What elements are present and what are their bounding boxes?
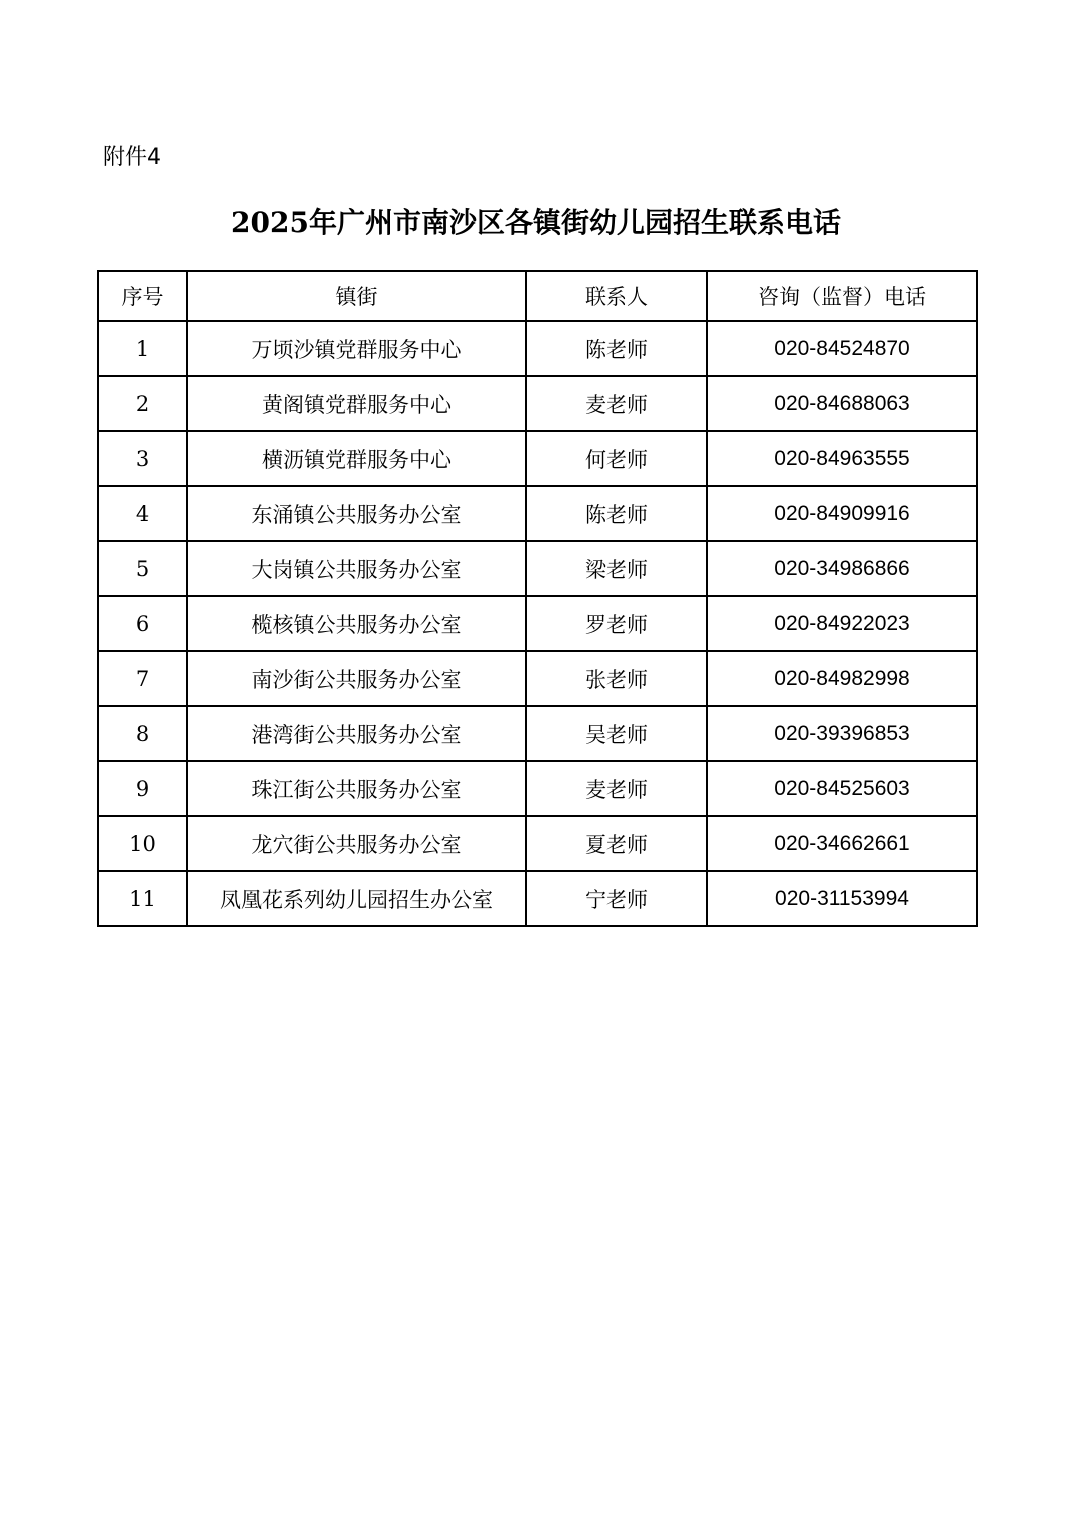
cell-phone: 020-34662661 [707,816,977,871]
cell-contact: 麦老师 [526,376,707,431]
cell-no: 2 [98,376,187,431]
table-row [98,321,977,376]
cell-contact: 陈老师 [526,321,707,376]
cell-town: 珠江街公共服务办公室 [187,761,526,816]
cell-town: 榄核镇公共服务办公室 [187,596,526,651]
table-row [98,376,977,431]
cell-no: 1 [98,321,187,376]
cell-no: 10 [98,816,187,871]
cell-town: 大岗镇公共服务办公室 [187,541,526,596]
cell-contact: 夏老师 [526,816,707,871]
cell-no: 4 [98,486,187,541]
cell-phone: 020-84688063 [707,376,977,431]
cell-phone: 020-34986866 [707,541,977,596]
table-row [98,651,977,706]
header-no: 序号 [98,271,187,321]
contact-table [97,270,978,927]
table-row [98,431,977,486]
table-row [98,486,977,541]
table-row [98,761,977,816]
cell-no: 3 [98,431,187,486]
cell-no: 11 [98,871,187,926]
cell-no: 7 [98,651,187,706]
cell-contact: 麦老师 [526,761,707,816]
table-row [98,541,977,596]
table-row [98,706,977,761]
cell-contact: 梁老师 [526,541,707,596]
header-contact: 联系人 [526,271,707,321]
table-row [98,816,977,871]
cell-phone: 020-31153994 [707,871,977,926]
header-town: 镇街 [187,271,526,321]
cell-no: 9 [98,761,187,816]
cell-phone: 020-84922023 [707,596,977,651]
cell-contact: 宁老师 [526,871,707,926]
cell-contact: 张老师 [526,651,707,706]
cell-town: 南沙街公共服务办公室 [187,651,526,706]
header-phone: 咨询（监督）电话 [707,271,977,321]
cell-town: 万顷沙镇党群服务中心 [187,321,526,376]
cell-contact: 陈老师 [526,486,707,541]
cell-phone: 020-84525603 [707,761,977,816]
cell-contact: 罗老师 [526,596,707,651]
table-header-row [98,271,977,321]
cell-town: 东涌镇公共服务办公室 [187,486,526,541]
cell-town: 横沥镇党群服务中心 [187,431,526,486]
cell-no: 6 [98,596,187,651]
cell-phone: 020-84982998 [707,651,977,706]
cell-no: 8 [98,706,187,761]
cell-phone: 020-84909916 [707,486,977,541]
cell-phone: 020-39396853 [707,706,977,761]
cell-town: 凤凰花系列幼儿园招生办公室 [187,871,526,926]
cell-phone: 020-84963555 [707,431,977,486]
cell-no: 5 [98,541,187,596]
document-title: 2025年广州市南沙区各镇街幼儿园招生联系电话 [231,206,841,239]
cell-town: 龙穴街公共服务办公室 [187,816,526,871]
attachment-label: 附件4 [103,145,161,170]
table-row [98,596,977,651]
cell-town: 港湾街公共服务办公室 [187,706,526,761]
cell-phone: 020-84524870 [707,321,977,376]
cell-contact: 吴老师 [526,706,707,761]
cell-contact: 何老师 [526,431,707,486]
table-row [98,871,977,926]
cell-town: 黄阁镇党群服务中心 [187,376,526,431]
